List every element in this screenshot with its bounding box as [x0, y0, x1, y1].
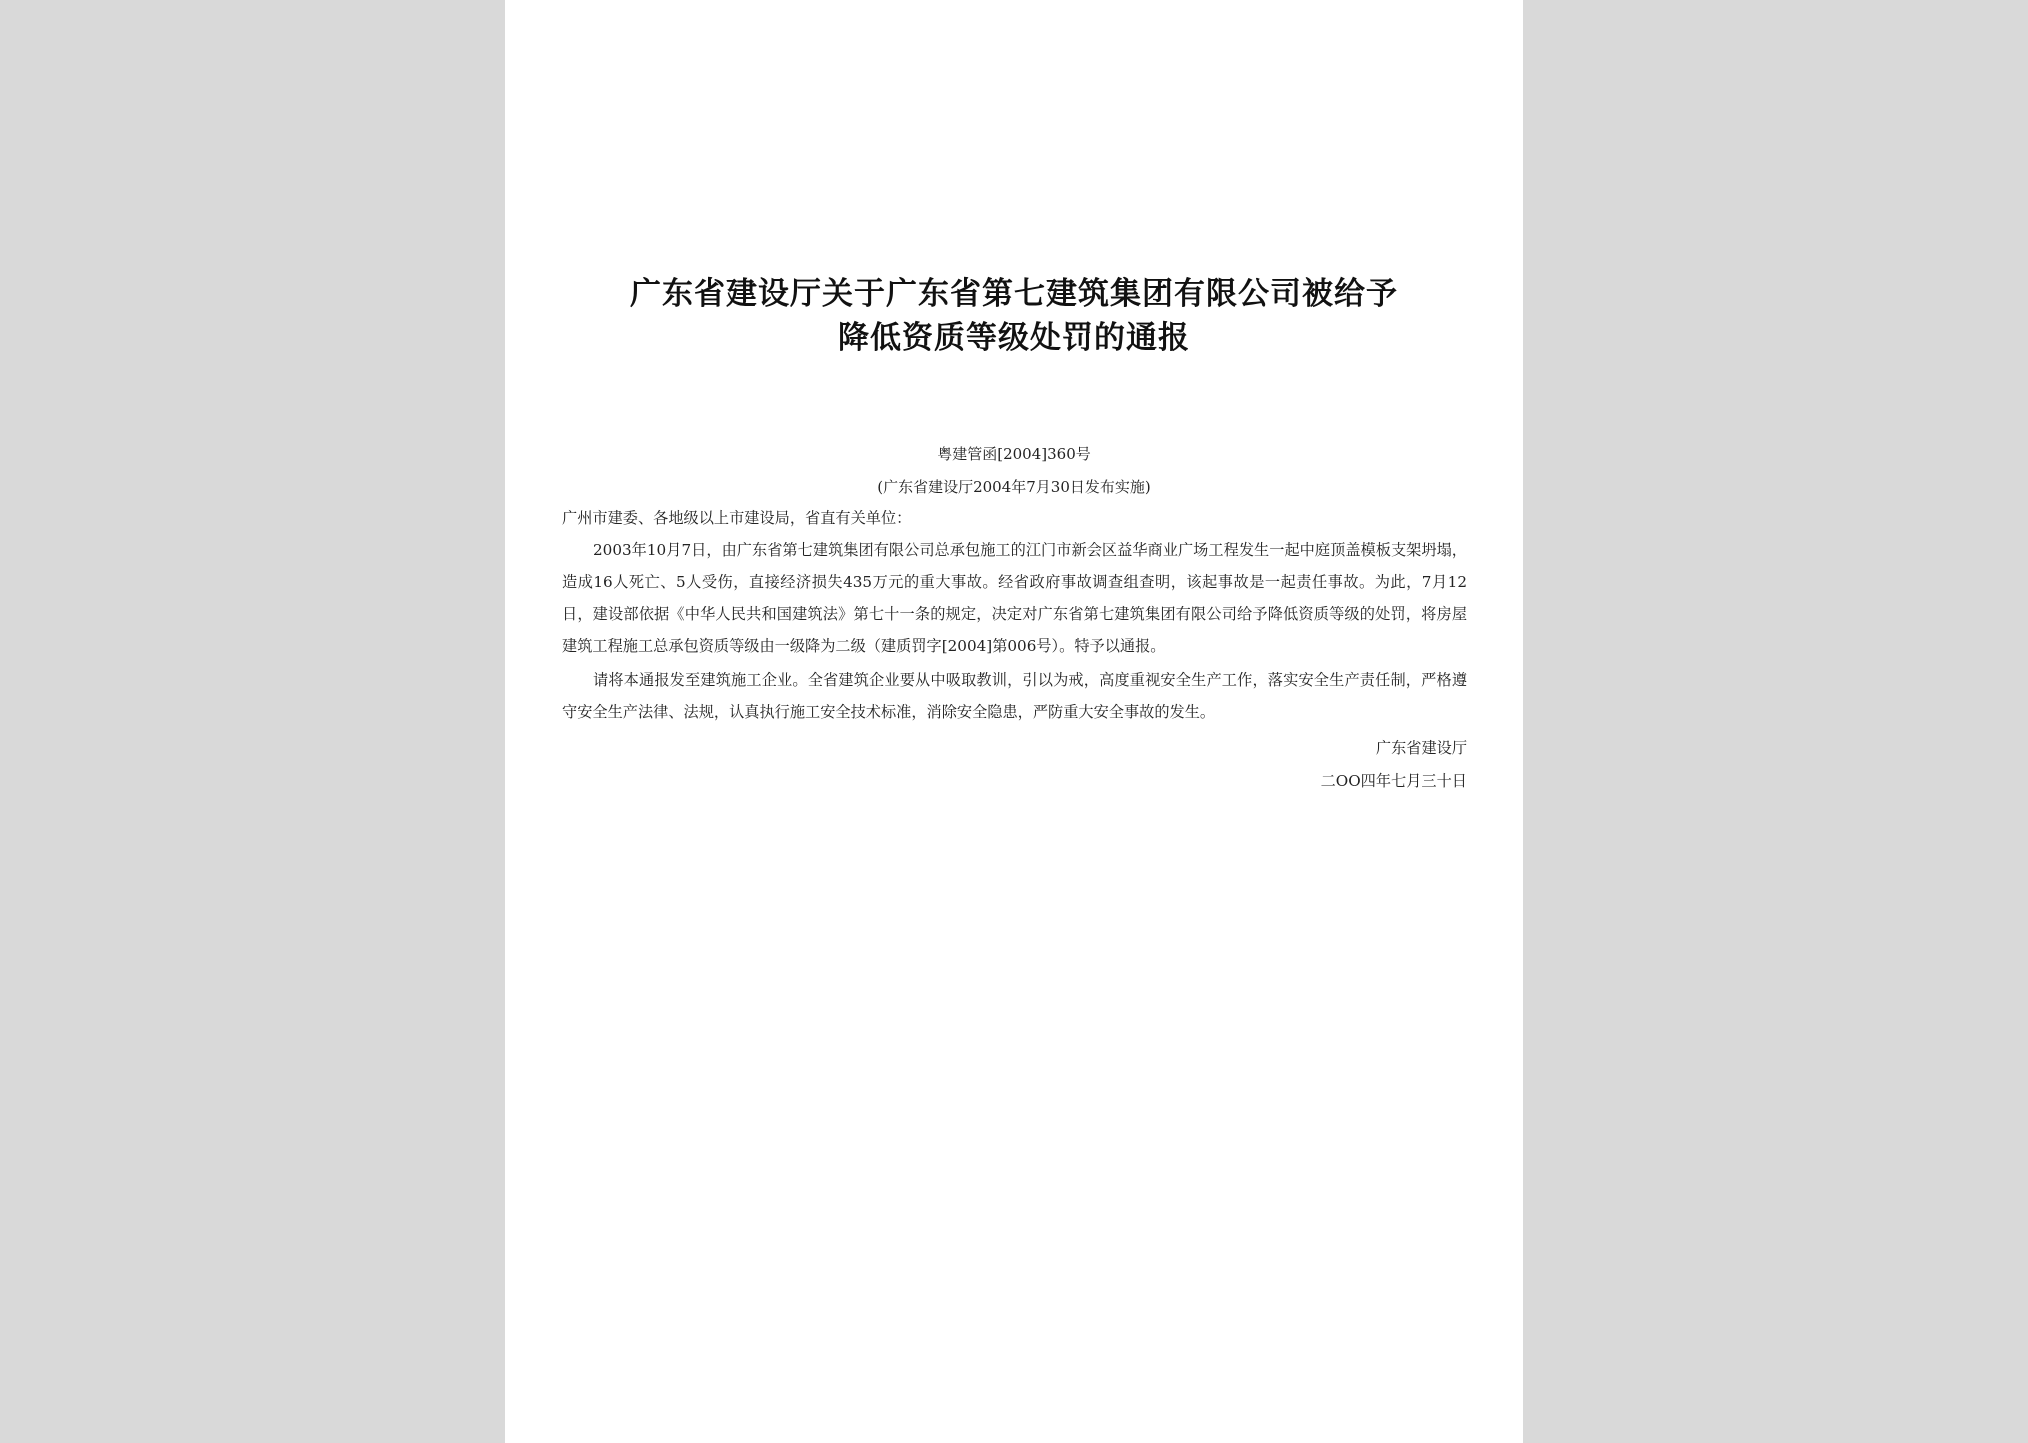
body-paragraph-2: 请将本通报发至建筑施工企业。全省建筑企业要从中吸取教训，引以为戒，高度重视安全生产工作，落实安全生产责任制，严格遵守安全生产法律、法规，认真执行施工安全技术标准，消除安全隐患，严防重大安全事故的发生。	[562, 671, 1467, 721]
signature-date: 二OO四年七月三十日	[1320, 772, 1467, 790]
document-title-line-2: 降低资质等级处罚的通报	[838, 320, 1190, 356]
document-number: 粤建管函[2004]360号	[937, 445, 1091, 463]
document-title-line-1: 广东省建设厅关于广东省第七建筑集团有限公司被给予	[630, 276, 1398, 312]
signature-organization: 广东省建设厅	[1375, 739, 1467, 757]
document-page	[505, 0, 1523, 1443]
salutation: 广州市建委、各地级以上市建设局，省直有关单位：	[562, 509, 912, 527]
issued-note: (广东省建设厅2004年7月30日发布实施)	[877, 478, 1151, 496]
body-paragraph-1: 2003年10月7日，由广东省第七建筑集团有限公司总承包施工的江门市新会区益华商业广场工程发生一起中庭顶盖模板支架坍塌，造成16人死亡、5人受伤，直接经济损失435万元的重大事故。经省政府事故调查组查明，该起事故是一起责任事故。为此，7月12日，建设部依据《中华人民共和国建筑法》第七十一条的规定，决定对广东省第七建筑集团有限公司给予降低资质等级的处罚，将房屋建筑工程施工总承包资质等级由一级降为二级（建质罚字[2004]第006号）。特予以通报。	[562, 541, 1467, 655]
